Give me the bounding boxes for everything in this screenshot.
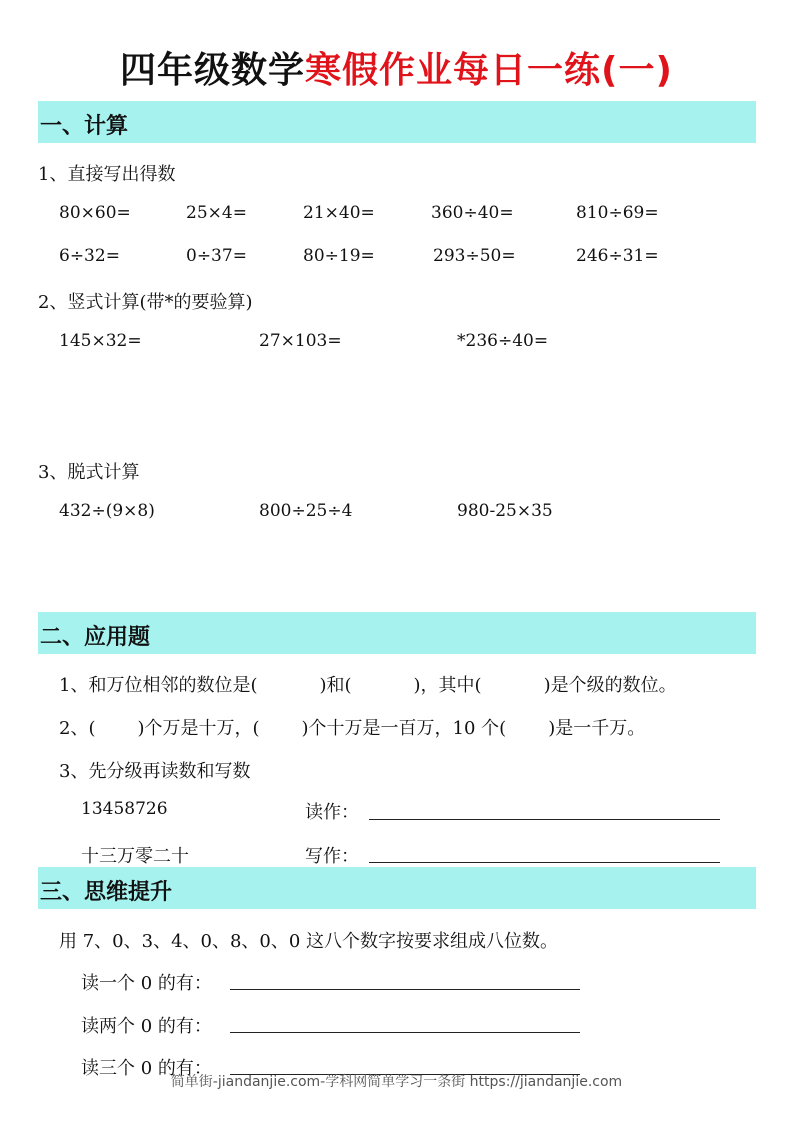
- section-band-calc: [38, 101, 756, 143]
- q3-title: 3、脱式计算: [38, 462, 140, 483]
- oral-item: 80×60=: [59, 203, 131, 223]
- write-answer-line[interactable]: [369, 862, 720, 863]
- step-item: 432÷(9×8): [59, 501, 155, 521]
- think-answer-line[interactable]: [230, 1032, 580, 1033]
- apply-q2: [59, 714, 645, 740]
- write-label: 写作：: [305, 846, 359, 867]
- oral-item: 360÷40=: [431, 203, 514, 223]
- oral-item: 293÷50=: [433, 246, 516, 266]
- think-answer-line[interactable]: [230, 989, 580, 990]
- oral-item: 6÷32=: [59, 246, 120, 266]
- section-band-apply: [38, 612, 756, 654]
- title-black: 四年级数学: [120, 50, 306, 91]
- vertical-item: 145×32=: [59, 331, 142, 351]
- apply-q1-part: )和(: [319, 675, 352, 696]
- oral-item: 0÷37=: [186, 246, 247, 266]
- page-title: [0, 42, 793, 93]
- think-intro: 用 7、0、3、4、0、8、0、0 这八个数字按要求组成八位数。: [59, 931, 559, 952]
- apply-q2-part: 2、(: [59, 718, 96, 739]
- step-item: 800÷25÷4: [259, 501, 353, 521]
- apply-q1-part: )，其中(: [413, 675, 482, 696]
- read-number: 13458726: [81, 799, 168, 819]
- apply-q2-part: )个十万是一百万，10 个(: [301, 718, 507, 739]
- oral-item: 246÷31=: [576, 246, 659, 266]
- step-item: 980-25×35: [457, 501, 553, 521]
- think-line-label: 读一个 0 的有：: [81, 973, 212, 994]
- oral-item: 25×4=: [186, 203, 247, 223]
- oral-item: 80÷19=: [303, 246, 375, 266]
- apply-q1: [59, 671, 677, 697]
- section-heading-calc: 一、计算: [40, 114, 129, 139]
- vertical-item: *236÷40=: [457, 331, 549, 351]
- write-number: 十三万零二十: [81, 846, 189, 867]
- think-line-label: 读两个 0 的有：: [81, 1016, 212, 1037]
- apply-q1-part: )是个级的数位。: [543, 675, 677, 696]
- apply-q2-part: )个万是十万，(: [137, 718, 260, 739]
- apply-q1-part: 1、和万位相邻的数位是(: [59, 675, 258, 696]
- section-heading-think: 三、思维提升: [40, 880, 173, 905]
- oral-item: 810÷69=: [576, 203, 659, 223]
- title-red: 寒假作业每日一练(一): [305, 50, 673, 91]
- section-band-think: [38, 867, 756, 909]
- read-answer-line[interactable]: [369, 819, 720, 820]
- q2-title: 2、竖式计算(带*的要验算): [38, 292, 253, 313]
- vertical-item: 27×103=: [259, 331, 342, 351]
- read-label: 读作：: [305, 802, 359, 823]
- apply-q3-title: 3、先分级再读数和写数: [59, 761, 251, 782]
- section-heading-apply: 二、应用题: [40, 625, 151, 650]
- oral-item: 21×40=: [303, 203, 375, 223]
- q1-title: 1、直接写出得数: [38, 164, 176, 185]
- apply-q2-part: )是一千万。: [548, 718, 646, 739]
- footer-watermark: 简单街-jiandanjie.com-学科网简单学习一条街 https://jiandanjie.com: [170, 1074, 623, 1090]
- think-line-label: 读三个 0 的有：: [81, 1058, 212, 1079]
